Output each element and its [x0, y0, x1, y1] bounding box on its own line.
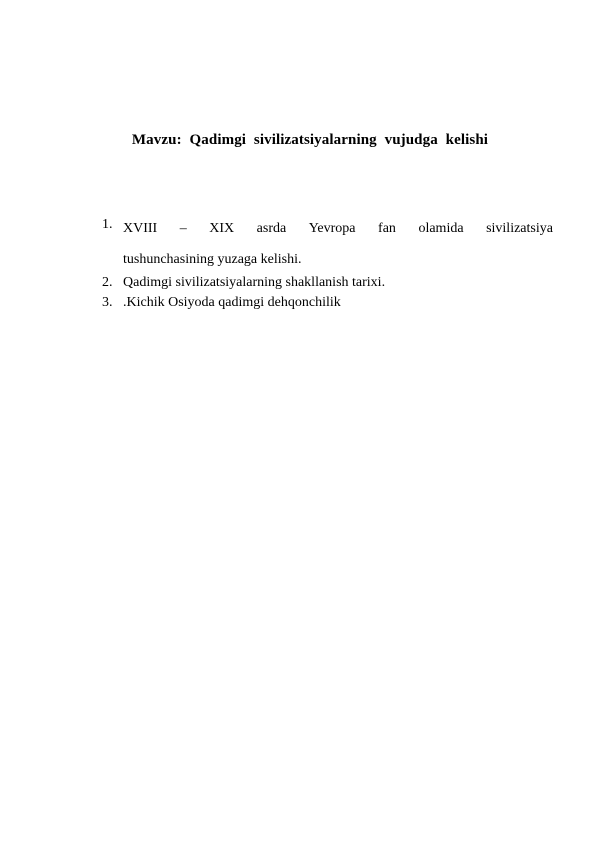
list-item-number: 3. [102, 295, 113, 310]
word: XIX [209, 221, 235, 236]
word: olamida [418, 221, 464, 236]
list-item [102, 293, 553, 313]
list-item-number: 2. [102, 275, 113, 290]
list-item [102, 218, 553, 271]
word: – [179, 221, 187, 236]
page-title: Mavzu: Qadimgi sivilizatsiyalarning vujudga kelishi [131, 132, 489, 148]
word: sivilizatsiya [486, 221, 553, 236]
list-item-text: Qadimgi sivilizatsiyalarning shakllanish tarixi. [123, 275, 386, 290]
list-item-number: 1. [102, 217, 113, 232]
list-item [102, 273, 553, 293]
word: fan [378, 221, 396, 236]
list-item-text: .Kichik Osiyoda qadimgi dehqonchilik [123, 295, 341, 310]
list-item-continuation: tushunchasining yuzaga kelishi. [123, 252, 302, 267]
list-item-first-line [123, 218, 553, 240]
word: XVIII [123, 221, 158, 236]
word: asrda [256, 221, 287, 236]
topic-list [102, 218, 553, 313]
word: Yevropa [308, 221, 356, 236]
